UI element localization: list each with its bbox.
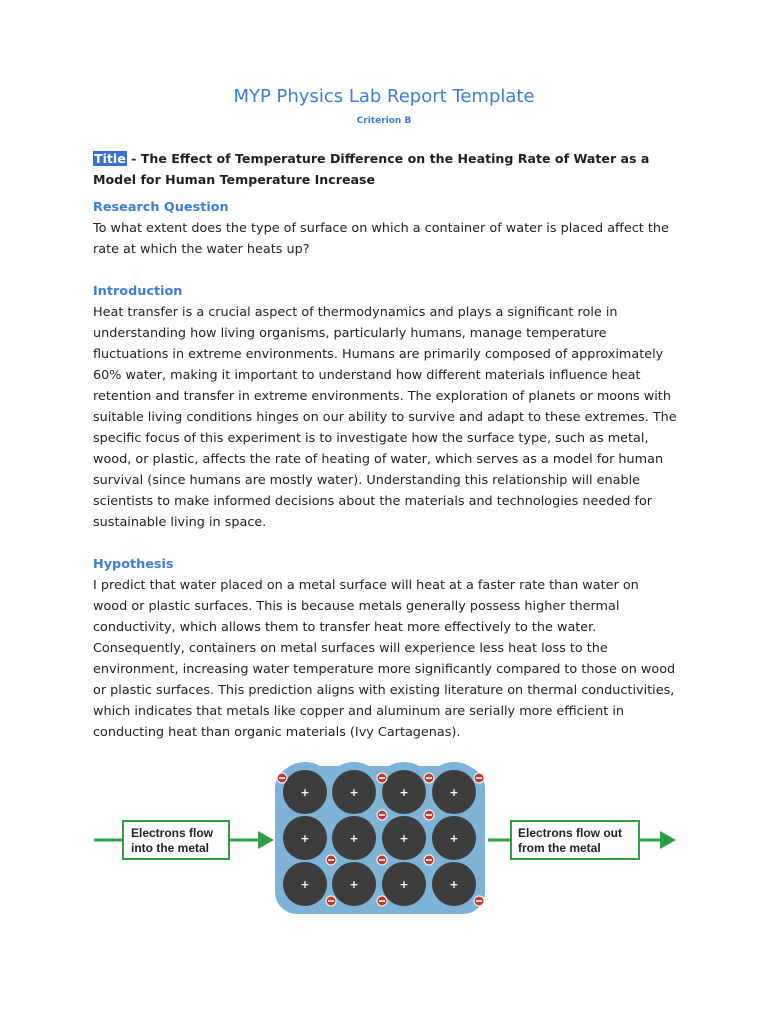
electron-minus-icon bbox=[379, 900, 385, 902]
electron-minus-icon bbox=[379, 814, 385, 816]
introduction-body: Heat transfer is a crucial aspect of thermodynamics and plays a significant role in understanding how living organisms, particularly humans, manage temperature fluctuations in extreme environments. Humans are primarily composed of approximately 60% water, making it important to understand how different materials influence heat retention and transfer in extreme environments. The exploration of planets or moons with suitable living conditions hinges on our ability to survive and adapt to these extremes. The specific focus of this experiment is to investigate how the surface type, such as metal, wood, or plastic, affects the rate of heating of water, which serves as a model for human survival (since humans are mostly water). Understanding this relationship will enable scientists to make informed decisions about the materials and technologies needed for sustainable living in space. bbox=[93, 305, 677, 530]
ion-charge-label: + bbox=[399, 786, 409, 799]
right-label-line1: Electrons flow out bbox=[518, 826, 623, 840]
title-label-highlight[interactable]: Title bbox=[94, 151, 126, 166]
electron-minus-icon bbox=[426, 814, 432, 816]
electron-minus-icon bbox=[328, 859, 334, 861]
diagram-svg bbox=[90, 756, 680, 920]
ion-charge-label: + bbox=[399, 878, 409, 891]
electron-minus-icon bbox=[426, 859, 432, 861]
hypothesis-body: I predict that water placed on a metal surface will heat at a faster rate than water on wood or plastic surfaces. This is because metals generally possess higher thermal conductivity, which allows them to transfer heat more effectively to the water. Consequently, containers on metal surfaces will experience less heat loss to the environment, increasing water temperature more significantly compared to those on wood or plastic surfaces. This prediction aligns with existing literature on thermal conductivities, which indicates that metals like copper and aluminum are serially more efficient in conducting heat than organic materials (Ivy Cartagenas). bbox=[93, 578, 676, 740]
report-title bbox=[93, 148, 677, 190]
left-label-line1: Electrons flow bbox=[131, 826, 214, 840]
hypothesis-heading: Hypothesis bbox=[93, 557, 174, 572]
electron-minus-icon bbox=[379, 777, 385, 779]
ion-charge-label: + bbox=[300, 832, 310, 845]
ion-charge-label: + bbox=[349, 786, 359, 799]
electron-minus-icon bbox=[426, 777, 432, 779]
ion-charge-label: + bbox=[449, 786, 459, 799]
electron-minus-icon bbox=[476, 777, 482, 779]
left-arrowhead-icon bbox=[258, 831, 274, 849]
ion-charge-label: + bbox=[349, 832, 359, 845]
ion-charge-label: + bbox=[300, 786, 310, 799]
ion-charge-label: + bbox=[399, 832, 409, 845]
electron-minus-icon bbox=[328, 900, 334, 902]
ion-charge-label: + bbox=[449, 832, 459, 845]
right-arrowhead-icon bbox=[660, 831, 676, 849]
ion-charge-label: + bbox=[349, 878, 359, 891]
introduction-heading: Introduction bbox=[93, 284, 183, 299]
electron-minus-icon bbox=[279, 777, 285, 779]
metal-electron-flow-diagram bbox=[90, 756, 680, 920]
research-question-heading: Research Question bbox=[93, 200, 229, 215]
document-title: MYP Physics Lab Report Template bbox=[233, 86, 535, 107]
electron-minus-icon bbox=[379, 859, 385, 861]
research-question-body: To what extent does the type of surface on which a container of water is placed affect the rate at which the water heats up? bbox=[93, 221, 669, 257]
electron-minus-icon bbox=[476, 900, 482, 902]
report-title-text: - The Effect of Temperature Difference on the Heating Rate of Water as a Model for Human Temperature Increase bbox=[93, 151, 650, 187]
right-label-line2: from the metal bbox=[518, 841, 601, 855]
ion-charge-label: + bbox=[449, 878, 459, 891]
document-subtitle: Criterion B bbox=[356, 116, 412, 126]
report-body bbox=[93, 148, 677, 743]
left-label-line2: into the metal bbox=[131, 841, 210, 855]
ion-charge-label: + bbox=[300, 878, 310, 891]
